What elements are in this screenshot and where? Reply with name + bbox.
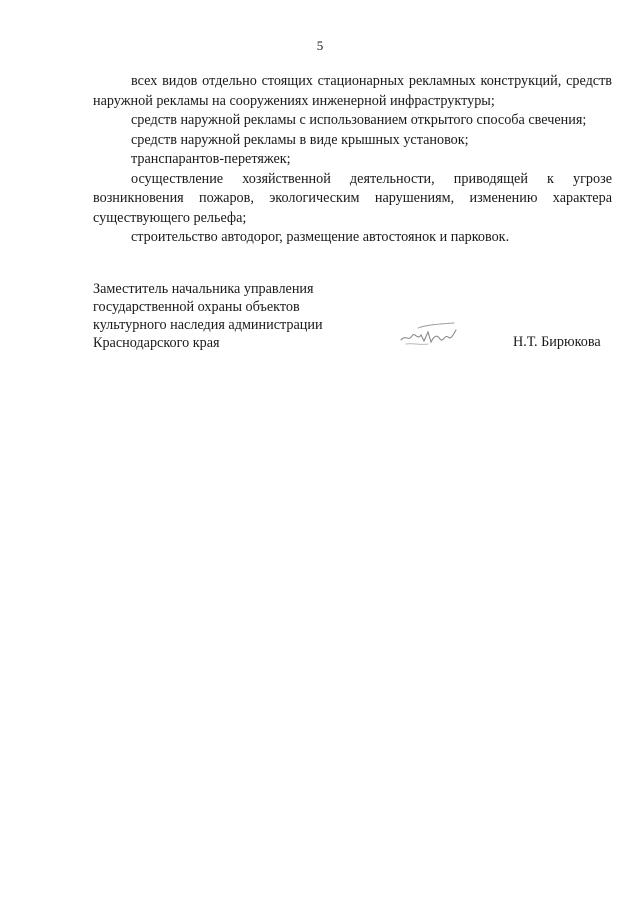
paragraph-road-construction: строительство автодорог, размещение автостоянок и парковок.: [131, 229, 510, 245]
paragraph-banners: транспарантов-перетяжек;: [131, 151, 291, 167]
paragraph-economic-activity: осуществление хозяйственной деятельности, приводящей к угрозе возникновения пожаров, экологическим нарушениям, изменению характера существующего рельефа;: [93, 170, 612, 226]
position-line-3: культурного наследия администрации: [93, 317, 323, 333]
signatory-position: [93, 280, 323, 352]
body-text: [93, 72, 612, 248]
paragraph-roof-installations: средств наружной рекламы в виде крышных установок;: [131, 131, 469, 148]
page-number: 5: [316, 38, 324, 53]
signatory-name: Н.Т. Бирюкова: [513, 334, 601, 350]
paragraph-open-lighting: средств наружной рекламы с использованием открытого способа свечения;: [131, 112, 587, 128]
position-line-2: государственной охраны объектов: [93, 299, 300, 315]
paragraph-advertising-structures: всех видов отдельно стоящих стационарных рекламных конструкций, средств наружной рекламы на сооружениях инженерной инфраструктуры;: [93, 73, 612, 109]
position-line-1: Заместитель начальника управления: [93, 281, 314, 297]
handwritten-signature-icon: [398, 320, 458, 348]
position-line-4: Краснодарского края: [93, 335, 220, 351]
signature-block: [93, 280, 613, 350]
